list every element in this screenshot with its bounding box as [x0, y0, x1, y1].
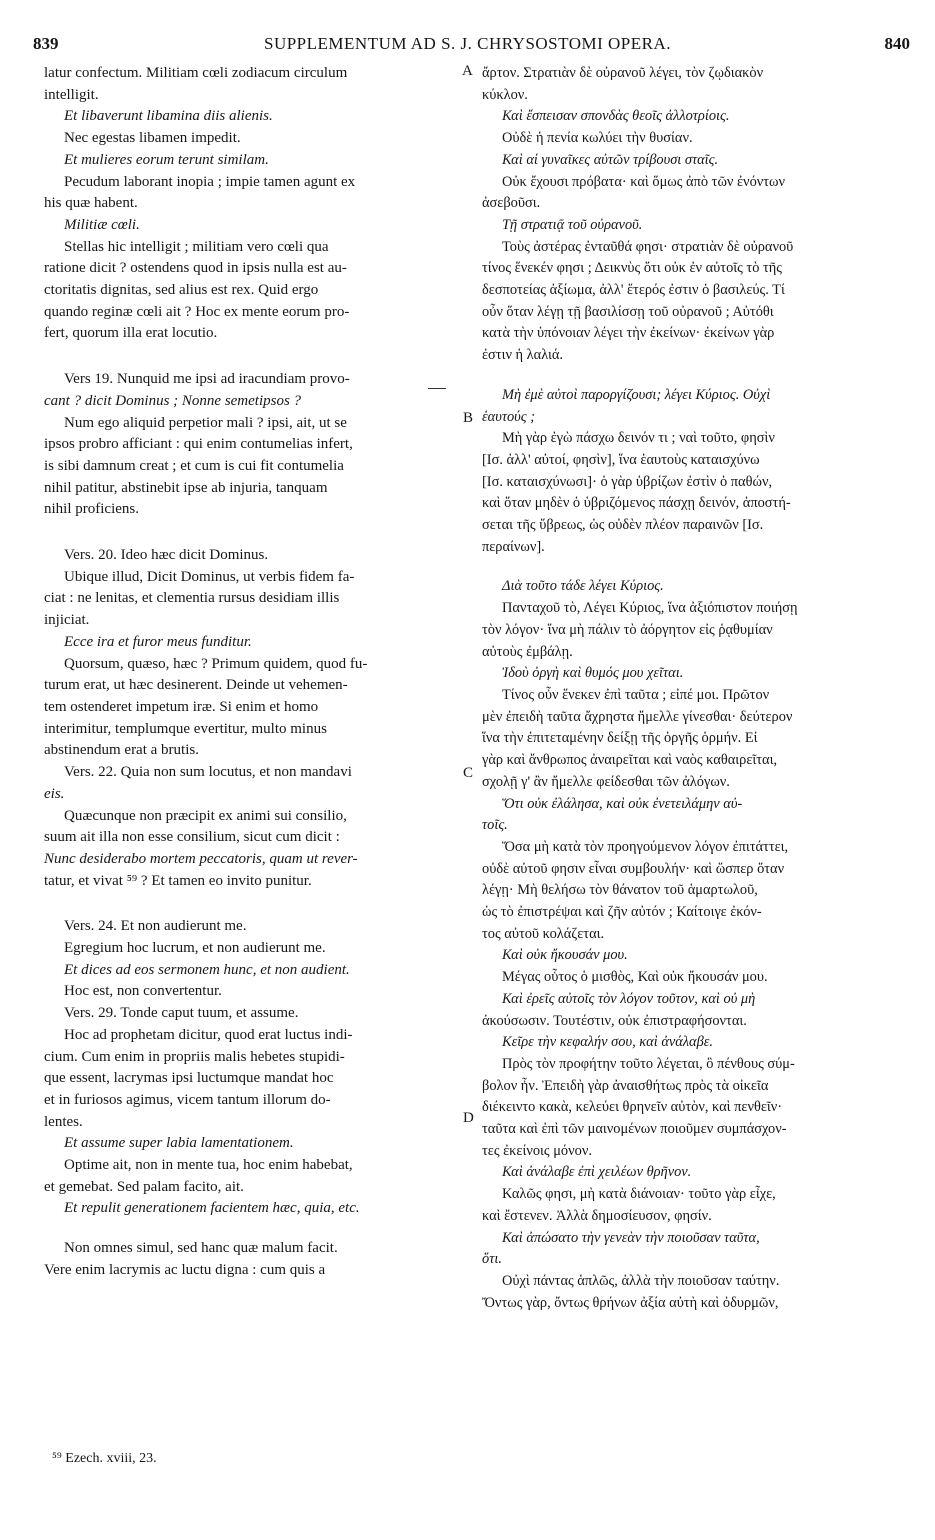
- latin-text-line: Vers. 22. Quia non sum locutus, et non mandavi: [64, 764, 352, 781]
- greek-text-line: Μέγας οὗτος ὁ μισθὸς, Καὶ οὐκ ἤκουσάν μου.: [502, 969, 768, 986]
- greek-text-line: τίνος ἕνεκέν φησι ; Δεικνὺς ὅτι οὐκ ἐν αὐτοῖς τὸ τῆς: [482, 260, 783, 277]
- latin-text-line: que essent, lacrymas ipsi luctumque mandat hoc: [44, 1070, 334, 1087]
- greek-text-line: ἑαυτούς ;: [482, 408, 536, 425]
- latin-text-line: turum erat, ut hæc desinerent. Deinde ut vehemen-: [44, 677, 348, 694]
- latin-text-line: Et mulieres eorum terunt similam.: [64, 151, 269, 168]
- greek-text-line: περαίνων].: [482, 538, 545, 555]
- latin-text-line: Stellas hic intelligit ; militiam vero cœli qua: [64, 238, 329, 255]
- greek-text-line: ἄρτον. Στρατιὰν δὲ οὐρανοῦ λέγει, τὸν ζῳδιακὸν: [482, 65, 764, 81]
- latin-text-line: et gemebat. Sed palam facito, ait.: [44, 1178, 244, 1195]
- greek-text-line: σχολῇ γ' ἂν ἤμελλε φείδεσθαι τῶν ἀλόγων.: [482, 773, 730, 790]
- greek-text-line: Καὶ ἀνάλαβε ἐπὶ χειλέων θρῆνον.: [502, 1164, 692, 1181]
- greek-text-line: γὰρ καὶ ἄνθρωπος ἀναιρεῖται καὶ ναὸς καθαιρεῖται,: [482, 752, 778, 769]
- greek-text-spacer: [482, 367, 905, 385]
- greek-text-line: Διὰ τοῦτο τάδε λέγει Κύριος.: [502, 578, 664, 595]
- latin-text-line: ctoritatis dignitas, sed alius est rex. Quid ergo: [44, 282, 319, 299]
- greek-text-line: Μὴ γὰρ ἐγὼ πάσχω δεινόν τι ; ναὶ τοῦτο, φησὶν: [502, 430, 775, 447]
- latin-text-line: tatur, et vivat ⁵⁹ ? Et tamen eo invito punitur.: [44, 872, 312, 889]
- latin-text-line: tem ostenderet impetum iræ. Si enim et homo: [44, 698, 319, 715]
- greek-text-line: [Ισ. ἀλλ' αὐτοί, φησὶν], ἵνα ἑαυτοὺς καταισχύνω: [482, 451, 760, 468]
- latin-text-line: is sibi damnum creat ; et cum is cui fit contumelia: [44, 457, 344, 474]
- greek-text-line: Κεῖρε τὴν κεφαλήν σου, καὶ ἀνάλαβε.: [502, 1034, 714, 1051]
- latin-text-line: Nunc desiderabo mortem peccatoris, quam ut rever-: [44, 850, 358, 867]
- latin-text-spacer: [44, 892, 455, 916]
- greek-text-line: ἵνα τὴν ἐπιτεταμένην δείξῃ τῆς ὀργῆς ὁρμήν. Εἰ: [482, 730, 758, 747]
- latin-text-spacer: [44, 521, 455, 545]
- greek-text-line: βολον ἦν. Ἐπειδὴ γὰρ ἀναισθήτως πρὸς τὰ οἰκεῖα: [482, 1077, 769, 1094]
- greek-text-line: Καλῶς φησι, μὴ κατὰ διάνοιαν· τοῦτο γὰρ εἶχε,: [502, 1186, 776, 1203]
- latin-text-line: Vers. 20. Ideo hæc dicit Dominus.: [64, 547, 269, 564]
- greek-text-line: διέκειντο κακὰ, κελεύει θρηνεῖν αὐτὸν, καὶ πενθεῖν·: [482, 1099, 783, 1116]
- latin-text-line: lentes.: [44, 1113, 83, 1130]
- latin-text-line: ciat : ne lenitas, et clementia rursus desidiam illis: [44, 590, 340, 607]
- greek-text-line: ἀκούσωσιν. Τουτέστιν, οὐκ ἐπιστραφήσονται.: [482, 1012, 747, 1029]
- latin-text-line: quando reginæ cœli ait ? Hoc ex mente eorum pro-: [44, 303, 350, 320]
- latin-text-line: his quæ habent.: [44, 195, 138, 212]
- greek-text-line: Ὄντως γὰρ, ὄντως θρήνων ἀξία αὐτὴ καὶ ὀδυρμῶν,: [482, 1294, 779, 1311]
- greek-text-line: τοῖς.: [482, 817, 508, 834]
- greek-column: [482, 63, 905, 1314]
- latin-text-line: Quæcunque non præcipit ex animi sui consilio,: [64, 807, 347, 824]
- latin-text-line: intelligit.: [44, 86, 99, 103]
- greek-text-line: Καὶ οὐκ ἤκουσάν μου.: [502, 947, 628, 964]
- latin-text-line: Vers. 24. Et non audierunt me.: [64, 918, 247, 935]
- latin-text-line: Num ego aliquid perpetior mali ? ipsi, ait, ut se: [64, 414, 347, 431]
- greek-text-line: αὐτοὺς ἐμβάλῃ.: [482, 643, 573, 660]
- latin-text-line: Vers 19. Nunquid me ipsi ad iracundiam provo-: [64, 371, 350, 388]
- greek-text-line: ὡς τὸ ἐπιστρέψαι καὶ ζῆν αὐτόν ; Καίτοιγε ἐκόν-: [482, 904, 762, 921]
- latin-text-line: abstinendum erat a brutis.: [44, 742, 199, 759]
- latin-text-line: Vers. 29. Tonde caput tuum, et assume.: [64, 1005, 299, 1022]
- latin-text-line: ratione dicit ? ostendens quod in ipsis nulla est au-: [44, 260, 347, 277]
- greek-text-line: δεσποτείας ἀξίωμα, ἀλλ' ἕτερός ἐστιν ὁ βασιλεύς. Τί: [482, 282, 785, 299]
- separator-rule: [428, 388, 446, 389]
- latin-text-line: Optime ait, non in mente tua, hoc enim habebat,: [64, 1157, 353, 1174]
- greek-text-line: μὲν ἐπειδὴ ταῦτα ἄχρηστα ἤμελλε γίνεσθαι· δεύτερον: [482, 708, 793, 725]
- greek-text-line: Ὅσα μὴ κατὰ τὸν προηγούμενον λόγον ἐπιτάττει,: [502, 838, 789, 855]
- greek-text-line: Οὐκ ἔχουσι πρόβατα· καὶ ὅμως ἀπὸ τῶν ἐνόντων: [502, 173, 786, 190]
- greek-text-line: οὖν ὅταν λέγῃ τῇ βασιλίσσῃ τοῦ οὐρανοῦ ; Αὐτόθι: [482, 303, 774, 320]
- latin-column: [44, 63, 455, 1282]
- margin-letter-c: C: [463, 765, 474, 781]
- latin-text-line: interimitur, templumque evertitur, multo minus: [44, 720, 327, 737]
- greek-text-line: Τίνος οὖν ἕνεκεν ἐπὶ ταῦτα ; εἰπέ μοι. Πρῶτον: [502, 686, 770, 703]
- greek-text-line: τὸν λόγον· ἵνα μὴ πάλιν τὸ ἀόργητον εἰς ῥᾳθυμίαν: [482, 621, 773, 638]
- latin-text-spacer: [44, 345, 455, 369]
- greek-text-line: ὅτι.: [482, 1251, 502, 1268]
- greek-text-line: σεται τῆς ὕβρεως, ὡς οὐδὲν πλέον παραινῶν [Ισ.: [482, 517, 764, 534]
- latin-text-line: suum ait illa non esse consilium, sicut cum dicit :: [44, 829, 340, 846]
- latin-text-line: Ubique illud, Dicit Dominus, ut verbis fidem fa-: [64, 568, 355, 585]
- greek-text-line: Πανταχοῦ τὸ, Λέγει Κύριος, ἵνα ἀξιόπιστον ποιήσῃ: [502, 600, 798, 617]
- latin-text-line: nihil proficiens.: [44, 501, 139, 518]
- page-number-right: 840: [884, 34, 910, 53]
- latin-text-line: Ecce ira et furor meus funditur.: [64, 633, 252, 650]
- margin-letter-a: A: [462, 63, 473, 79]
- latin-text-line: Hoc ad prophetam dicitur, quod erat luctus indi-: [64, 1026, 353, 1043]
- greek-text-line: ἀσεβοῦσι.: [482, 195, 541, 212]
- latin-text-line: Et repulit generationem facientem hæc, quia, etc.: [64, 1200, 360, 1217]
- latin-text-line: Et libaverunt libamina diis alienis.: [64, 108, 273, 125]
- latin-text-line: ipsos probro afficiant : qui enim contumelias infert,: [44, 436, 353, 453]
- greek-text-line: κύκλον.: [482, 86, 528, 103]
- greek-text-line: Ὅτι οὐκ ἐλάλησα, καὶ οὐκ ἐνετειλάμην αὐ-: [502, 795, 743, 812]
- latin-text-line: Vere enim lacrymis ac luctu digna : cum quis a: [44, 1261, 326, 1278]
- page-number-left: 839: [33, 34, 59, 53]
- latin-text-line: Et dices ad eos sermonem hunc, et non audient.: [64, 961, 350, 978]
- footnote: ⁵⁹ Ezech. xviii, 23.: [52, 1451, 157, 1466]
- greek-text-line: τες ἐκείνοις μόνον.: [482, 1142, 592, 1159]
- latin-text-line: Et assume super labia lamentationem.: [64, 1135, 294, 1152]
- greek-text-line: Μὴ ἐμὲ αὐτοὶ παροργίζουσι; λέγει Κύριος. Οὐχὶ: [502, 386, 771, 403]
- greek-text-line: [Ισ. καταισχύνωσι]· ὁ γὰρ ὑβρίζων ἐστὶν ὁ παθών,: [482, 473, 773, 490]
- greek-text-line: Οὐχὶ πάντας ἁπλῶς, ἀλλὰ τὴν ποιοῦσαν ταύτην.: [502, 1272, 780, 1289]
- greek-text-line: λέγῃ· Μὴ θελήσω τὸν θάνατον τοῦ ἁμαρτωλοῦ,: [482, 882, 758, 899]
- running-title: SUPPLEMENTUM AD S. J. CHRYSOSTOMI OPERA.: [264, 34, 671, 53]
- running-header: [0, 34, 935, 58]
- greek-text-line: Τῇ στρατιᾷ τοῦ οὐρανοῦ.: [502, 216, 643, 233]
- margin-letter-d: D: [463, 1110, 474, 1126]
- latin-text-line: nihil patitur, abstinebit ipse ab injuria, tanquam: [44, 479, 328, 496]
- latin-text-line: Hoc est, non convertentur.: [64, 983, 222, 1000]
- greek-text-line: ταῦτα καὶ ἐπὶ τῶν μαινομένων ποιοῦμεν συμπάσχον-: [482, 1121, 787, 1138]
- margin-letter-b: B: [463, 410, 474, 426]
- latin-text-line: cium. Cum enim in propriis malis hebetes stupidi-: [44, 1048, 345, 1065]
- greek-text-line: καὶ ἔστενεν. Ἀλλὰ δημοσίευσον, φησίν.: [482, 1207, 712, 1224]
- latin-text-line: eis.: [44, 785, 65, 802]
- latin-text-line: Non omnes simul, sed hanc quæ malum facit.: [64, 1240, 338, 1257]
- greek-text-line: ἐστιν ἡ λαλιά.: [482, 347, 564, 364]
- latin-text-line: Pecudum laborant inopia ; impie tamen agunt ex: [64, 173, 356, 190]
- latin-text-line: cant ? dicit Dominus ; Nonne semetipsos ?: [44, 392, 302, 409]
- greek-text-line: Καὶ αἱ γυναῖκες αὐτῶν τρίβουσι σταῖς.: [502, 151, 719, 168]
- latin-text-line: Nec egestas libamen impedit.: [64, 130, 241, 147]
- greek-text-line: Τοὺς ἀστέρας ἐνταῦθά φησι· στρατιὰν δὲ οὐρανοῦ: [502, 238, 794, 255]
- latin-text-line: fert, quorum illa erat locutio.: [44, 325, 218, 342]
- latin-text-line: et in furiosos agimus, vicem tantum illorum do-: [44, 1091, 331, 1108]
- greek-text-line: Οὐδὲ ἡ πενία κωλύει τὴν θυσίαν.: [502, 130, 693, 147]
- greek-text-line: Ἰδοὺ ὀργὴ καὶ θυμός μου χεῖται.: [502, 665, 684, 682]
- greek-text-line: Καὶ ἔσπεισαν σπονδὰς θεοῖς ἀλλοτρίοις.: [502, 108, 730, 125]
- greek-text-spacer: [482, 558, 905, 576]
- greek-text-line: οὐδὲ αὐτοῦ φησιν εἶναι συμβουλήν· καὶ ὥσπερ ὅταν: [482, 860, 785, 877]
- latin-text-line: injiciat.: [44, 612, 90, 629]
- latin-text-spacer: [44, 1220, 455, 1238]
- greek-text-line: Πρὸς τὸν προφήτην τοῦτο λέγεται, ὃ πένθους σύμ-: [502, 1055, 795, 1072]
- greek-text-line: Καὶ ἐρεῖς αὐτοῖς τὸν λόγον τοῦτον, καὶ οὐ μὴ: [502, 990, 756, 1007]
- greek-text-line: τος αὐτοῦ κολάζεται.: [482, 925, 605, 942]
- greek-text-line: κατὰ τὴν ὑπόνοιαν λέγει τὴν ἐκείνων· ἐκείνων γὰρ: [482, 325, 775, 342]
- latin-text-line: Quorsum, quæso, hæc ? Primum quidem, quod fu-: [64, 655, 368, 672]
- latin-text-line: Egregium hoc lucrum, et non audierunt me.: [64, 940, 326, 957]
- latin-text-line: latur confectum. Militiam cœli zodiacum circulum: [44, 65, 348, 81]
- greek-text-line: καὶ ὅταν μηδὲν ὁ ὑβριζόμενος πάσχῃ δεινόν, ἀποστή-: [482, 495, 791, 512]
- greek-text-line: Καὶ ἀπώσατο τὴν γενεὰν τὴν ποιοῦσαν ταῦτα,: [502, 1229, 760, 1246]
- latin-text-line: Militiæ cœli.: [64, 216, 140, 233]
